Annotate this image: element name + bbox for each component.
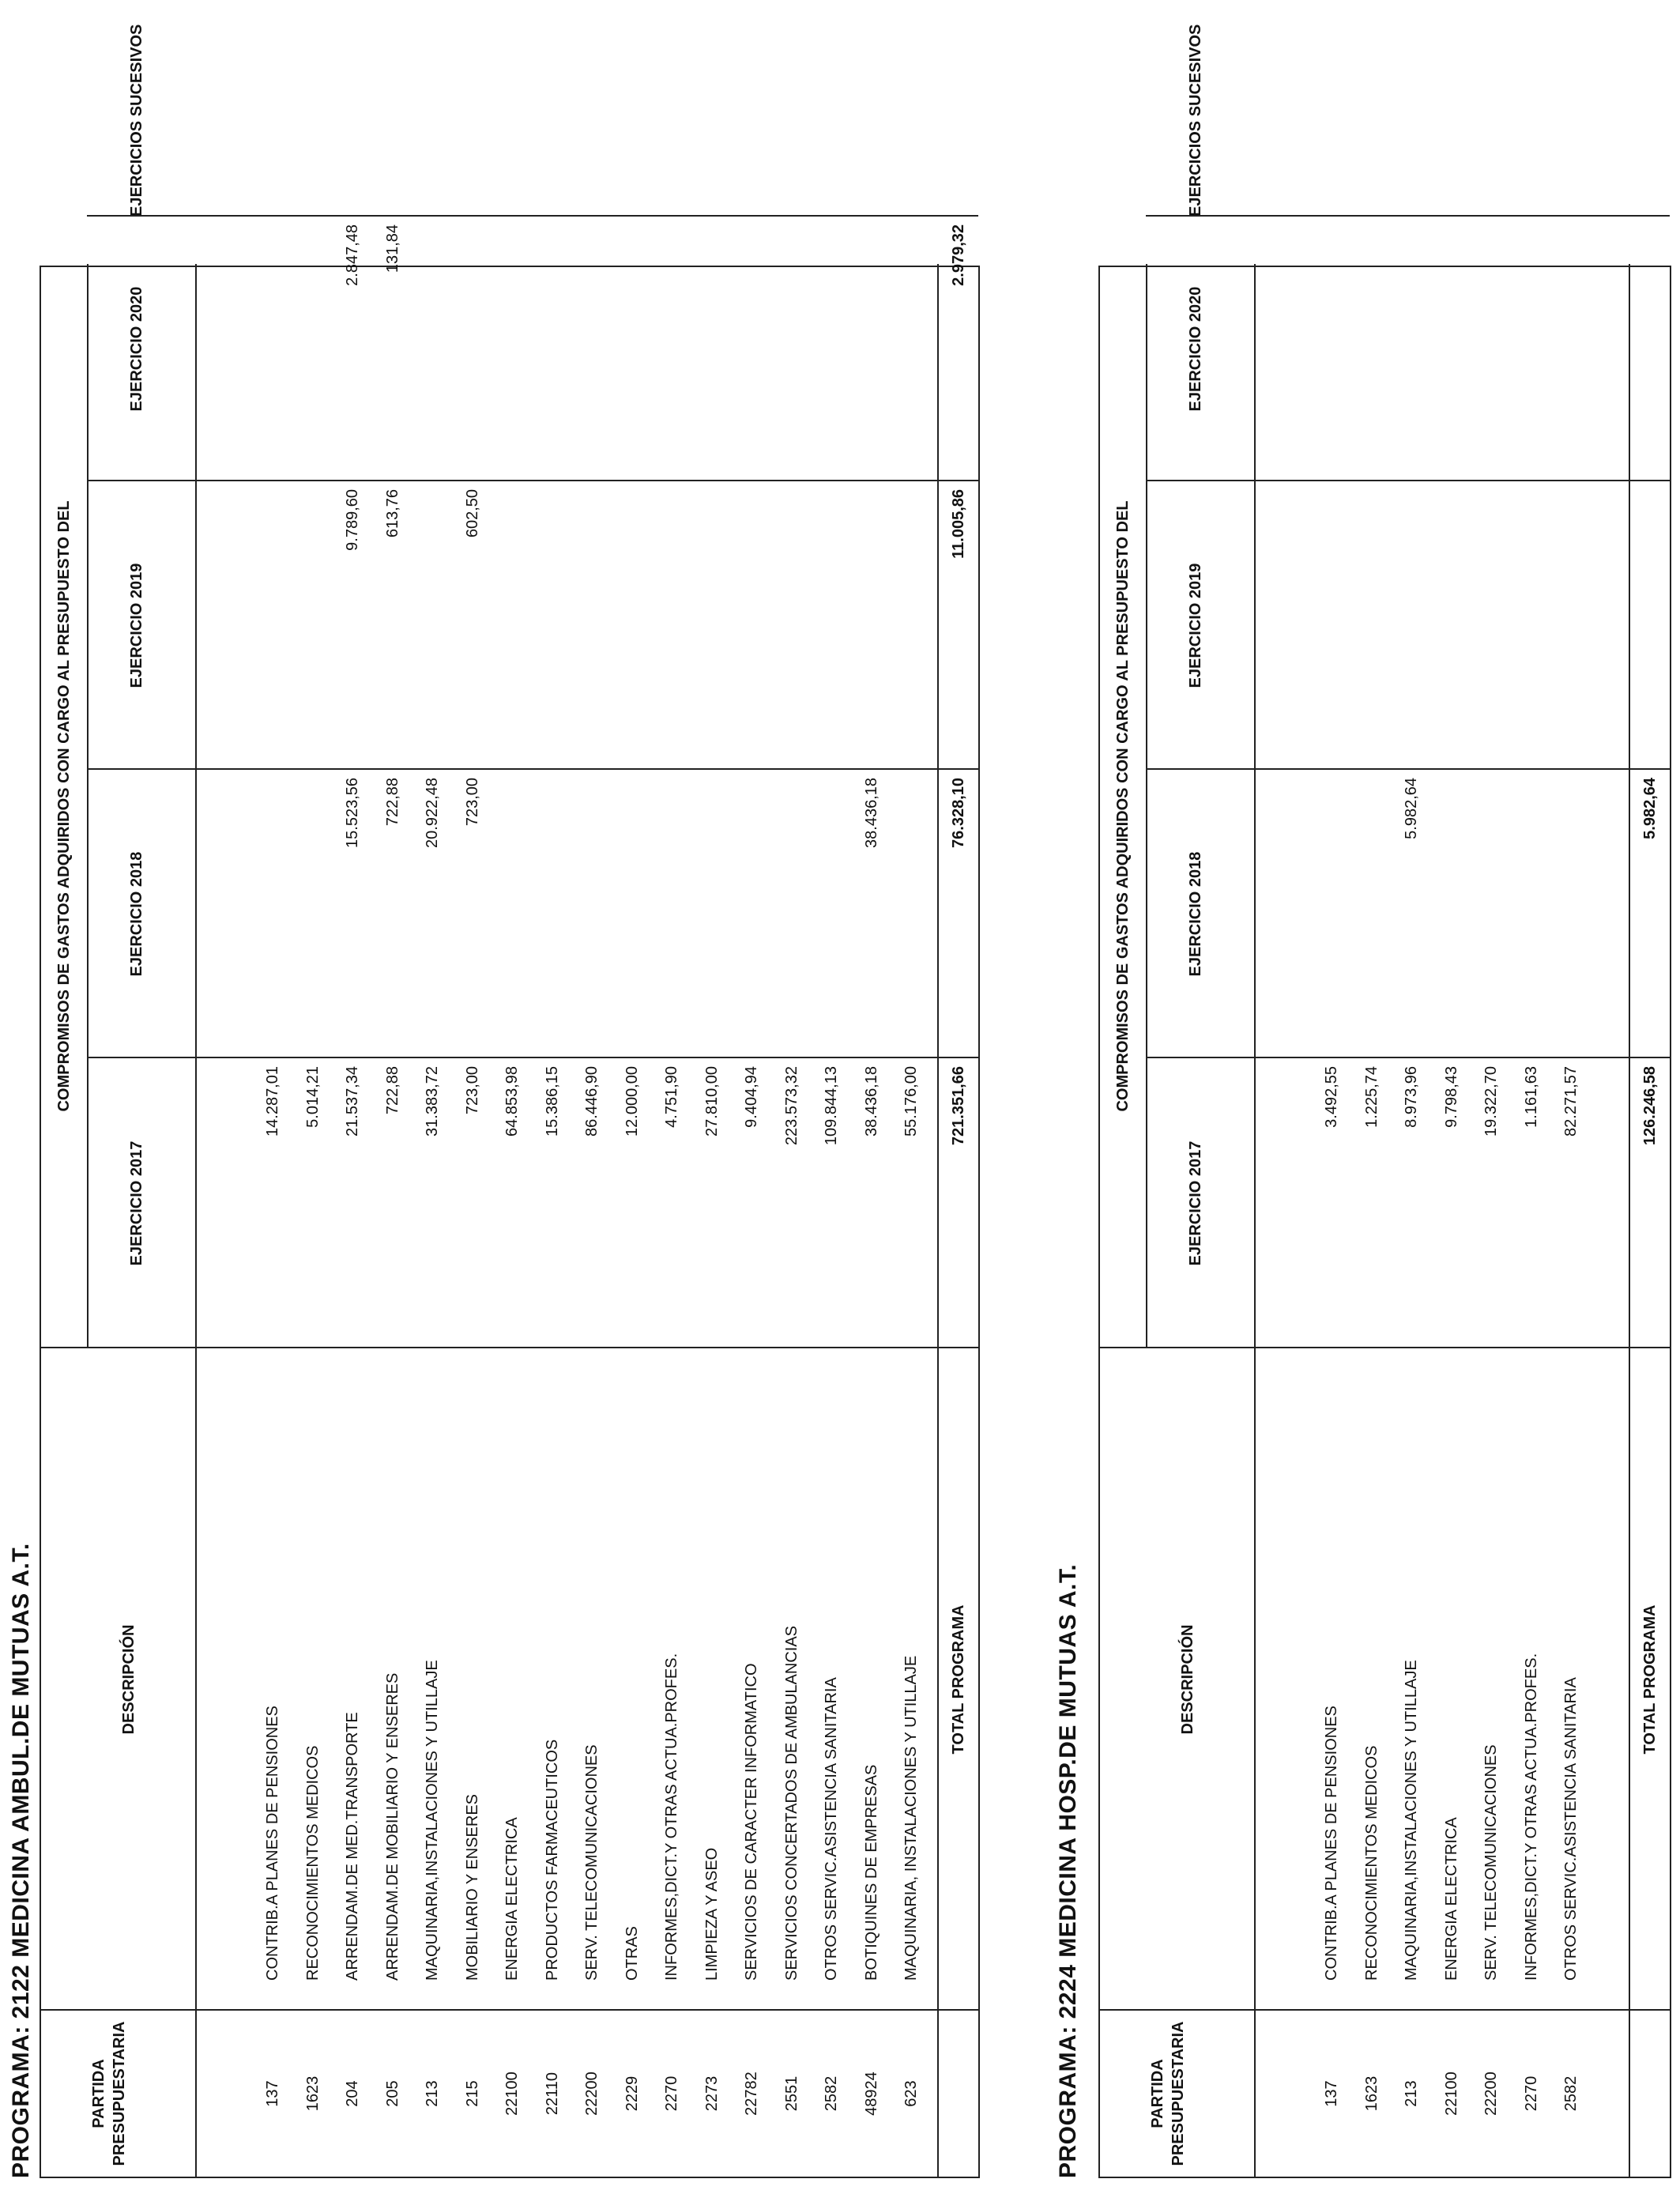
column-divider — [1146, 215, 1670, 217]
partida-code: 204 — [344, 2080, 361, 2107]
row-description: PRODUCTOS FARMACEUTICOS — [543, 1739, 561, 1981]
partida-code: 137 — [264, 2080, 281, 2107]
partida-code: 2270 — [1522, 2075, 1540, 2112]
partida-header: PARTIDA — [90, 2059, 107, 2128]
partida-header: PARTIDA — [1149, 2059, 1166, 2128]
partida-code: 22100 — [503, 2071, 521, 2116]
column-header-ejercicio-2019: EJERCICIO 2019 — [128, 563, 145, 688]
partida-code: 205 — [383, 2080, 401, 2107]
partida-code: 2273 — [703, 2075, 721, 2112]
amount-e2017: 86.446,90 — [583, 1066, 601, 1137]
row-description: SERVICIOS DE CARACTER INFORMATICO — [743, 1663, 760, 1981]
row-description: LIMPIEZA Y ASEO — [703, 1847, 721, 1981]
partida-code: 213 — [1403, 2080, 1420, 2107]
partida-code: 22200 — [1482, 2071, 1500, 2116]
amount-e2017: 109.844,13 — [823, 1066, 840, 1146]
amount-e2018: 15.523,56 — [344, 778, 361, 848]
amount-e2017: 1.161,63 — [1522, 1066, 1540, 1128]
amount-e2017: 55.176,00 — [902, 1066, 920, 1137]
amount-e2019: 602,50 — [463, 489, 481, 538]
partida-header-2: PRESUPUESTARIA — [1170, 2021, 1187, 2166]
row-description: ENERGIA ELECTRICA — [503, 1817, 521, 1981]
amount-e2017: 9.798,43 — [1442, 1066, 1460, 1128]
partida-code: 2551 — [782, 2075, 800, 2112]
compromisos-header: COMPROMISOS DE GASTOS ADQUIRIDOS CON CARGO AL PRESUPUESTO DEL — [55, 500, 73, 1112]
amount-e2017: 12.000,00 — [623, 1066, 641, 1137]
column-header-ejercicio-2019: EJERCICIO 2019 — [1187, 563, 1204, 688]
row-description: ENERGIA ELECTRICA — [1442, 1817, 1460, 1981]
column-header-ejercicio-2020: EJERCICIO 2020 — [1187, 286, 1204, 412]
partida-code: 2229 — [623, 2075, 641, 2112]
row-description: SERVICIOS CONCERTADOS DE AMBULANCIAS — [782, 1626, 800, 1981]
row-description: OTRAS — [623, 1926, 641, 1981]
amount-e2019: 613,76 — [383, 489, 401, 538]
row-description: MAQUINARIA,INSTALACIONES Y UTILLAJE — [1403, 1660, 1420, 1981]
program-title: PROGRAMA: 2122 MEDICINA AMBUL.DE MUTUAS A.T. — [8, 1543, 34, 2178]
row-description: MAQUINARIA, INSTALACIONES Y UTILLAJE — [902, 1655, 920, 1981]
row-description: MOBILIARIO Y ENSERES — [463, 1793, 481, 1981]
partida-header-2: PRESUPUESTARIA — [111, 2021, 128, 2166]
partida-code: 213 — [424, 2080, 441, 2107]
amount-e2018: 723,00 — [463, 778, 481, 827]
amount-e2017: 722,88 — [383, 1066, 401, 1115]
row-description: ARRENDAM.DE MOBILIARIO Y ENSERES — [383, 1672, 401, 1981]
column-divider — [87, 215, 978, 217]
amount-e2017: 223.573,32 — [782, 1066, 800, 1146]
program-title: PROGRAMA: 2224 MEDICINA HOSP.DE MUTUAS A.T. — [1055, 1563, 1081, 2178]
amount-e2018: 5.982,64 — [1403, 778, 1420, 839]
amount-e2017: 4.751,90 — [663, 1066, 680, 1128]
total-label: TOTAL PROGRAMA — [950, 1604, 967, 1755]
amount-e2017: 31.383,72 — [424, 1066, 441, 1137]
total-e2017: 126.246,58 — [1641, 1066, 1659, 1146]
descripcion-header: DESCRIPCIÓN — [120, 1624, 137, 1735]
amount-e2017: 1.225,74 — [1362, 1066, 1381, 1128]
row-description: RECONOCIMIENTOS MEDICOS — [303, 1745, 322, 1981]
row-description: SERV. TELECOMUNICACIONES — [583, 1744, 601, 1981]
partida-code: 22782 — [743, 2071, 760, 2116]
amount-e2017: 15.386,15 — [543, 1066, 561, 1137]
total-e2017: 721.351,66 — [950, 1066, 967, 1146]
partida-code: 1623 — [1362, 2075, 1381, 2112]
partida-code: 2270 — [663, 2075, 680, 2112]
amount-e2020: 2.847,48 — [344, 224, 361, 286]
amount-e2017: 19.322,70 — [1482, 1066, 1500, 1137]
row-description: OTROS SERVIC.ASISTENCIA SANITARIA — [823, 1677, 840, 1981]
row-description: CONTRIB.A PLANES DE PENSIONES — [1323, 1706, 1340, 1981]
total-e2018: 5.982,64 — [1641, 778, 1659, 839]
partida-code: 22100 — [1442, 2071, 1460, 2116]
amount-e2017: 723,00 — [463, 1066, 481, 1115]
total-e2020: 2.979,32 — [950, 224, 967, 286]
total-row — [1098, 266, 1671, 2178]
total-e2018: 76.328,10 — [950, 778, 967, 848]
row-description: SERV. TELECOMUNICACIONES — [1482, 1744, 1500, 1981]
partida-code: 48924 — [862, 2071, 880, 2116]
column-header-ejercicios-sucesivos: EJERCICIOS SUCESIVOS — [128, 24, 145, 217]
amount-e2017: 14.287,01 — [264, 1066, 281, 1137]
row-description: INFORMES,DICT.Y OTRAS ACTUA.PROFES. — [1522, 1653, 1540, 1981]
column-header-ejercicio-2020: EJERCICIO 2020 — [128, 286, 145, 412]
amount-e2017: 3.492,55 — [1323, 1066, 1340, 1128]
partida-code: 215 — [463, 2080, 481, 2107]
column-header-ejercicio-2017: EJERCICIO 2017 — [1187, 1140, 1204, 1266]
amount-e2018: 38.436,18 — [862, 778, 880, 848]
partida-code: 137 — [1323, 2080, 1340, 2107]
amount-e2017: 82.271,57 — [1562, 1066, 1580, 1137]
amount-e2017: 9.404,94 — [743, 1066, 760, 1128]
amount-e2019: 9.789,60 — [344, 489, 361, 551]
partida-code: 22200 — [583, 2071, 601, 2116]
row-description: INFORMES,DICT.Y OTRAS ACTUA.PROFES. — [663, 1653, 680, 1981]
column-header-ejercicio-2018: EJERCICIO 2018 — [1187, 851, 1204, 977]
amount-e2017: 8.973,96 — [1403, 1066, 1420, 1128]
row-description: ARRENDAM.DE MED.TRANSPORTE — [344, 1712, 361, 1981]
column-header-ejercicios-sucesivos: EJERCICIOS SUCESIVOS — [1187, 24, 1204, 217]
partida-code: 623 — [902, 2080, 920, 2107]
amount-e2017: 38.436,18 — [862, 1066, 880, 1137]
total-label: TOTAL PROGRAMA — [1641, 1604, 1659, 1755]
amount-e2017: 21.537,34 — [344, 1066, 361, 1137]
partida-code: 22110 — [543, 2071, 561, 2116]
partida-code: 2582 — [1562, 2075, 1580, 2112]
descripcion-header: DESCRIPCIÓN — [1179, 1624, 1196, 1735]
amount-e2018: 20.922,48 — [424, 778, 441, 848]
row-description: RECONOCIMIENTOS MEDICOS — [1362, 1745, 1381, 1981]
amount-e2018: 722,88 — [383, 778, 401, 827]
amount-e2017: 5.014,21 — [303, 1066, 322, 1128]
total-e2019: 11.005,86 — [950, 489, 967, 559]
row-description: OTROS SERVIC.ASISTENCIA SANITARIA — [1562, 1677, 1580, 1981]
compromisos-header: COMPROMISOS DE GASTOS ADQUIRIDOS CON CARGO AL PRESUPUESTO DEL — [1114, 500, 1132, 1112]
row-description: CONTRIB.A PLANES DE PENSIONES — [264, 1706, 281, 1981]
row-description: BOTIQUINES DE EMPRESAS — [862, 1764, 880, 1981]
partida-code: 2582 — [823, 2075, 840, 2112]
column-header-ejercicio-2017: EJERCICIO 2017 — [128, 1140, 145, 1266]
row-description: MAQUINARIA,INSTALACIONES Y UTILLAJE — [424, 1660, 441, 1981]
amount-e2020: 131,84 — [383, 224, 401, 273]
partida-code: 1623 — [303, 2075, 322, 2112]
amount-e2017: 27.810,00 — [703, 1066, 721, 1137]
column-header-ejercicio-2018: EJERCICIO 2018 — [128, 851, 145, 977]
total-row — [40, 266, 980, 2178]
amount-e2017: 64.853,98 — [503, 1066, 521, 1137]
